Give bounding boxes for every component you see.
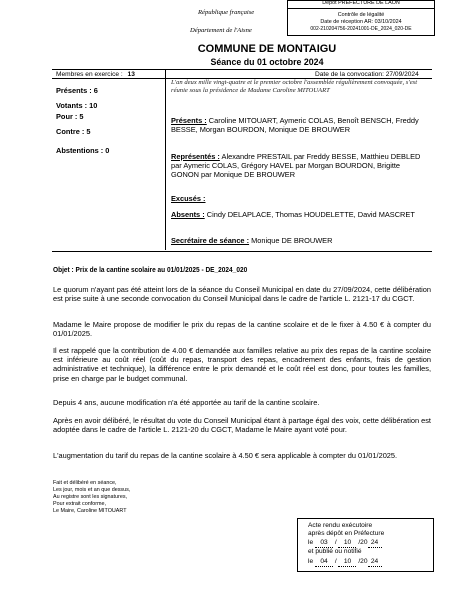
footer-signature-block bbox=[53, 480, 130, 515]
footer-line-4: Pour extrait conforme, bbox=[53, 501, 107, 507]
executoire-box bbox=[297, 518, 434, 572]
secretaire-section bbox=[171, 236, 429, 245]
stamp-line-3: Date de réception AR: 03/10/2024 bbox=[320, 19, 402, 25]
paragraph-6: L'augmentation du tarif du repas de la cantine scolaire à 4.50 € sera applicable à compter du 01/01/2025. bbox=[53, 451, 398, 460]
stamp-line-4: 002-210204756-20241001-DE_2024_020-DE bbox=[310, 26, 412, 32]
paragraph-3: Il est rappelé que la contribution de 4.00 € demandée aux familles relative au prix des repas de la cantine scolaire est inférieure au coût réel (coût du repas, transport des repas, encadrement des enfants, frais de gestion administrative et technique), la différence entre le prix demandé et le coût réel est donc, pour toutes les familles, prise en charge par le budget communal. bbox=[53, 346, 431, 383]
seance-date: Séance du 01 octobre 2024 bbox=[210, 57, 324, 67]
contre-count: Contre : 5 bbox=[56, 127, 91, 136]
depot-prefix: le bbox=[308, 539, 314, 546]
exec-publication-date: le 04 / 10 /20 24 bbox=[308, 558, 382, 567]
footer-line-3: Au registre sont les signatures, bbox=[53, 494, 128, 500]
pub-year-prefix: 20 bbox=[360, 558, 368, 565]
abstentions-count: Abstentions : 0 bbox=[56, 146, 110, 155]
presents-count: Présents : 6 bbox=[56, 86, 98, 95]
excuses-label: Excusés : bbox=[171, 194, 206, 203]
membres-en-exercice bbox=[56, 71, 135, 79]
exec-line-2: après dépôt en Préfecture bbox=[308, 530, 385, 537]
bottom-rule bbox=[52, 251, 432, 252]
page-title: COMMUNE DE MONTAIGU bbox=[197, 43, 337, 55]
pub-month: 10 bbox=[338, 558, 356, 567]
depot-month: 10 bbox=[338, 539, 356, 548]
paragraph-4: Depuis 4 ans, aucune modification n'a été apportée au tarif de la cantine scolaire. bbox=[53, 398, 320, 407]
representes-label: Représentés : bbox=[171, 152, 220, 161]
exec-depot-date: le 03 / 10 /20 24 bbox=[308, 539, 382, 548]
stamp-line-1: Dépôt PREFECTURE DE LAON bbox=[288, 0, 434, 9]
paragraph-5: Après en avoir délibéré, le résultat du vote du Conseil Municipal étant à partage égal des voix, cette délibération est adoptée dans le cadre de l'article L. 2121-20 du CGCT, Madame le Maire ayant voté pour. bbox=[53, 416, 431, 435]
paragraph-2: Madame le Maire propose de modifier le prix du repas de la cantine scolaire et de le fixer à 4.50 € à compter du 01/01/2025. bbox=[53, 320, 431, 339]
representes-section bbox=[171, 152, 429, 180]
top-rule bbox=[52, 69, 432, 70]
representes-text: Alexandre PRESTAIL par Freddy BESSE, Matthieu DEBLED par Aymeric COLAS, Grégory HAVEL par Morgan BOURDON, Brigitte GONON par Monique DE BROUWER bbox=[171, 152, 421, 180]
stamp-line-2: Contrôle de légalité bbox=[337, 12, 385, 18]
intro-text: L'an deux mille vingt-quatre et le premier octobre l'assemblée régulièrement convoquée, s'est réunie sous la présidence de Madame Caroline MITOUART bbox=[171, 79, 418, 95]
excuses-section bbox=[171, 194, 429, 203]
secretaire-text: Monique DE BROUWER bbox=[249, 236, 333, 245]
pour-count: Pour : 5 bbox=[56, 112, 84, 121]
depot-year-prefix: 20 bbox=[360, 539, 368, 546]
column-divider bbox=[165, 69, 166, 250]
prefecture-stamp bbox=[287, 0, 435, 36]
paragraph-1: Le quorum n'ayant pas été atteint lors de la séance du Conseil Municipal en date du 27/09/2024, cette délibération est prise suite à une seconde convocation du Conseil Municipal dans le cadre de l'article L. 2121-17 du CGCT. bbox=[53, 285, 431, 304]
exec-line-4: et publié ou notifié bbox=[308, 548, 362, 555]
exec-line-1: Acte rendu exécutoire bbox=[308, 522, 373, 529]
membres-value: 13 bbox=[127, 71, 135, 78]
depot-day: 03 bbox=[315, 539, 333, 548]
secretaire-label: Secrétaire de séance : bbox=[171, 236, 250, 245]
header-republique: République française bbox=[198, 9, 255, 16]
absents-section bbox=[171, 210, 429, 219]
absents-text: Cindy DELAPLACE, Thomas HOUDELETTE, David MASCRET bbox=[204, 210, 415, 219]
footer-line-1: Fait et délibéré en séance, bbox=[53, 480, 117, 486]
footer-line-5: Le Maire, Caroline MITOUART bbox=[53, 508, 127, 514]
presents-text: Caroline MITOUART, Aymeric COLAS, Benoît BENSCH, Freddy BESSE, Morgan BOURDON, Monique DE BROUWER bbox=[171, 116, 419, 135]
pub-year: 24 bbox=[368, 558, 382, 567]
votants-count: Votants : 10 bbox=[56, 101, 98, 110]
presents-label: Présents : bbox=[171, 116, 207, 125]
header-departement: Département de l'Aisne bbox=[190, 27, 252, 34]
depot-year: 24 bbox=[368, 539, 382, 548]
pub-prefix: le bbox=[308, 558, 314, 565]
convocation-date: Date de la convocation: 27/09/2024 bbox=[315, 71, 419, 78]
absents-label: Absents : bbox=[171, 210, 205, 219]
objet-title: Objet : Prix de la cantine scolaire au 01/01/2025 - DE_2024_020 bbox=[53, 265, 248, 274]
footer-line-2: Les jour, mois et an que dessus, bbox=[53, 487, 131, 493]
presents-section bbox=[171, 116, 429, 134]
pub-day: 04 bbox=[315, 558, 333, 567]
membres-label: Membres en exercice : bbox=[56, 71, 123, 78]
